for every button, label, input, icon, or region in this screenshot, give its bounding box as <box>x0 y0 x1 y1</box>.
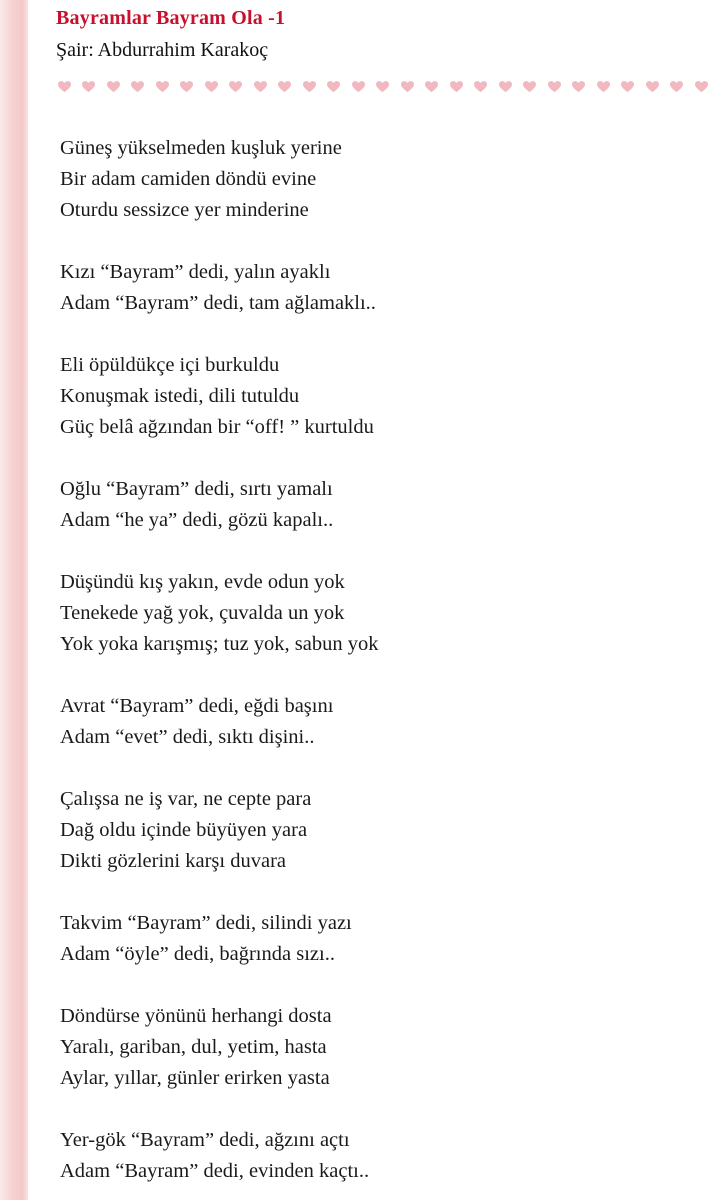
heart-icon <box>616 75 641 99</box>
poem-line: Güç belâ ağzından bir “off! ” kurtuldu <box>60 416 374 438</box>
heart-icon <box>150 75 175 99</box>
poem-line: Avrat “Bayram” dedi, eğdi başını <box>60 695 334 717</box>
poem-line: Takvim “Bayram” dedi, silindi yazı <box>60 912 352 934</box>
stanza <box>60 1001 379 1094</box>
stanza <box>60 350 379 443</box>
poem-line: Eli öpüldükçe içi burkuldu <box>60 354 280 376</box>
heart-icon <box>689 75 712 99</box>
heart-icon <box>665 75 690 99</box>
poem-line: Tenekede yağ yok, çuvalda un yok <box>60 602 345 624</box>
poem-line: Dağ oldu içinde büyüyen yara <box>60 819 308 841</box>
poem-line: Düşündü kış yakın, evde odun yok <box>60 571 345 593</box>
stanza <box>60 133 379 226</box>
poem-line: Döndürse yönünü herhangi dosta <box>60 1005 332 1027</box>
poem-line: Kızı “Bayram” dedi, yalın ayaklı <box>60 261 331 283</box>
poem-line: Adam “evet” dedi, sıktı dişini.. <box>60 726 315 748</box>
poem-line: Konuşmak istedi, dili tutuldu <box>60 385 300 407</box>
poem-line: Çalışsa ne iş var, ne cepte para <box>60 788 312 810</box>
poem-line: Dikti gözlerini karşı duvara <box>60 850 287 872</box>
heart-icon <box>77 75 102 99</box>
poem-line: Bir adam camiden döndü evine <box>60 168 317 190</box>
heart-icon <box>322 75 347 99</box>
stanza <box>60 567 379 660</box>
poem-line: Adam “he ya” dedi, gözü kapalı.. <box>60 509 334 531</box>
heart-icon <box>199 75 224 99</box>
heart-icon <box>273 75 298 99</box>
heart-icon <box>297 75 322 99</box>
heart-icon <box>346 75 371 99</box>
heart-icon <box>175 75 200 99</box>
stanza <box>60 474 379 536</box>
poem-line: Güneş yükselmeden kuşluk yerine <box>60 137 342 159</box>
heart-icon <box>640 75 665 99</box>
heart-icon <box>248 75 273 99</box>
heart-icon <box>395 75 420 99</box>
stanza <box>60 1125 379 1187</box>
heart-icon <box>444 75 469 99</box>
heart-icon <box>52 75 77 99</box>
decorative-side-bar <box>0 0 28 1200</box>
poem-line: Yok yoka karışmış; tuz yok, sabun yok <box>60 633 379 655</box>
heart-icon <box>101 75 126 99</box>
poet-name: Şair: Abdurrahim Karakoç <box>56 39 269 61</box>
poem-line: Yer-gök “Bayram” dedi, ağzını açtı <box>60 1129 350 1151</box>
heart-icon <box>567 75 592 99</box>
heart-icon <box>493 75 518 99</box>
heart-icon <box>469 75 494 99</box>
heart-icon <box>126 75 151 99</box>
poem-line: Oğlu “Bayram” dedi, sırtı yamalı <box>60 478 333 500</box>
poem-line: Adam “Bayram” dedi, tam ağlamaklı.. <box>60 292 376 314</box>
heart-icon <box>591 75 616 99</box>
heart-icon <box>518 75 543 99</box>
heart-icon <box>420 75 445 99</box>
poem-line: Adam “öyle” dedi, bağrında sızı.. <box>60 943 335 965</box>
heart-icon <box>542 75 567 99</box>
poem-line: Oturdu sessizce yer minderine <box>60 199 309 221</box>
heart-icon <box>371 75 396 99</box>
stanza <box>60 691 379 753</box>
stanza <box>60 784 379 877</box>
poem-title: Bayramlar Bayram Ola -1 <box>56 7 286 29</box>
poem-line: Yaralı, gariban, dul, yetim, hasta <box>60 1036 327 1058</box>
stanza <box>60 257 379 319</box>
heart-divider <box>52 75 712 99</box>
heart-icon <box>224 75 249 99</box>
poem-body <box>60 133 379 1187</box>
stanza <box>60 908 379 970</box>
poem-line: Aylar, yıllar, günler erirken yasta <box>60 1067 330 1089</box>
poem-line: Adam “Bayram” dedi, evinden kaçtı.. <box>60 1160 370 1182</box>
